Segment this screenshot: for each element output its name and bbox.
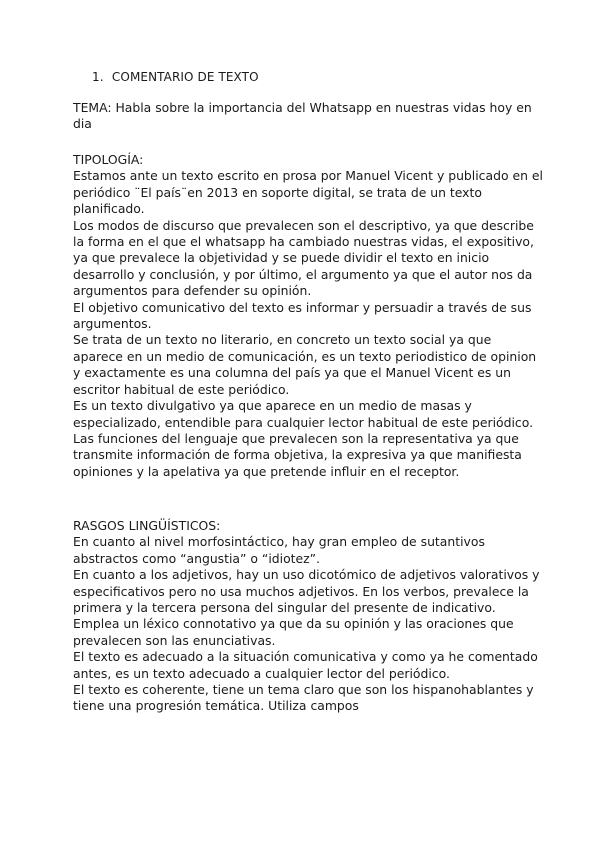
section-number: 1. [92, 70, 104, 84]
paragraph: El objetivo comunicativo del texto es informar y persuadir a través de sus argumentos. [73, 299, 532, 332]
paragraph: En cuanto a los adjetivos, hay un uso dicotómico de adjetivos valorativos y especificativos pero no usa muchos adjetivos. En los verbos, prevalece la primera y la tercera persona del singular del presente de indicativo. [73, 567, 540, 616]
tema-text: TEMA: Habla sobre la importancia del Whatsapp en nuestras vidas hoy en dia [73, 100, 532, 132]
paragraph: Se trata de un texto no literario, en concreto un texto social ya que aparece en un medio de comunicación, es un texto periodistico de opinion y exactamente es una columna del país ya que el Manuel Vicent es un escritor habitual de este periódico. [73, 332, 537, 397]
paragraph: En cuanto al nivel morfosintáctico, hay gran empleo de sutantivos abstractos como “angustia” o “idiotez”. [73, 534, 485, 566]
paragraph: Emplea un léxico connotativo ya que da su opinión y las oraciones que prevalecen son las enunciativas. [73, 616, 514, 648]
paragraph: Las funciones del lenguaje que prevalecen son la representativa ya que transmite información de forma objetiva, la expresiva ya que manifiesta opiniones y la apelativa ya que pretende influir en el receptor. [73, 430, 522, 479]
rasgos-block [73, 518, 543, 715]
tipologia-block [73, 152, 543, 480]
section-heading [92, 70, 259, 84]
paragraph: El texto es adecuado a la situación comunicativa y como ya he comentado antes, es un texto adecuado a cualquier lector del periódico. [73, 649, 538, 681]
paragraph: Los modos de discurso que prevalecen son el descriptivo, ya que describe la forma en el que el whatsapp ha cambiado nuestras vidas, el expositivo, ya que prevalece la objetividad y se puede dividir el texto en inicio desarrollo y conclusión, y por último, el argumento ya que el autor nos da argumentos para defender su opinión. [73, 217, 534, 299]
paragraph: Es un texto divulgativo ya que aparece en un medio de masas y especializado, entendible para cualquier lector habitual de este periódico. [73, 398, 534, 430]
paragraph: Estamos ante un texto escrito en prosa por Manuel Vicent y publicado en el periódico ¨El país¨en 2013 en soporte digital, se trata de un texto planificado. [73, 168, 543, 217]
rasgos-title: RASGOS LINGÜÍSTICOS: [73, 518, 221, 533]
tipologia-title: TIPOLOGÍA: [73, 152, 144, 167]
tema-block [73, 100, 543, 133]
section-title: COMENTARIO DE TEXTO [111, 70, 259, 84]
paragraph: El texto es coherente, tiene un tema claro que son los hispanohablantes y tiene una progresión temática. Utiliza campos [73, 682, 534, 714]
